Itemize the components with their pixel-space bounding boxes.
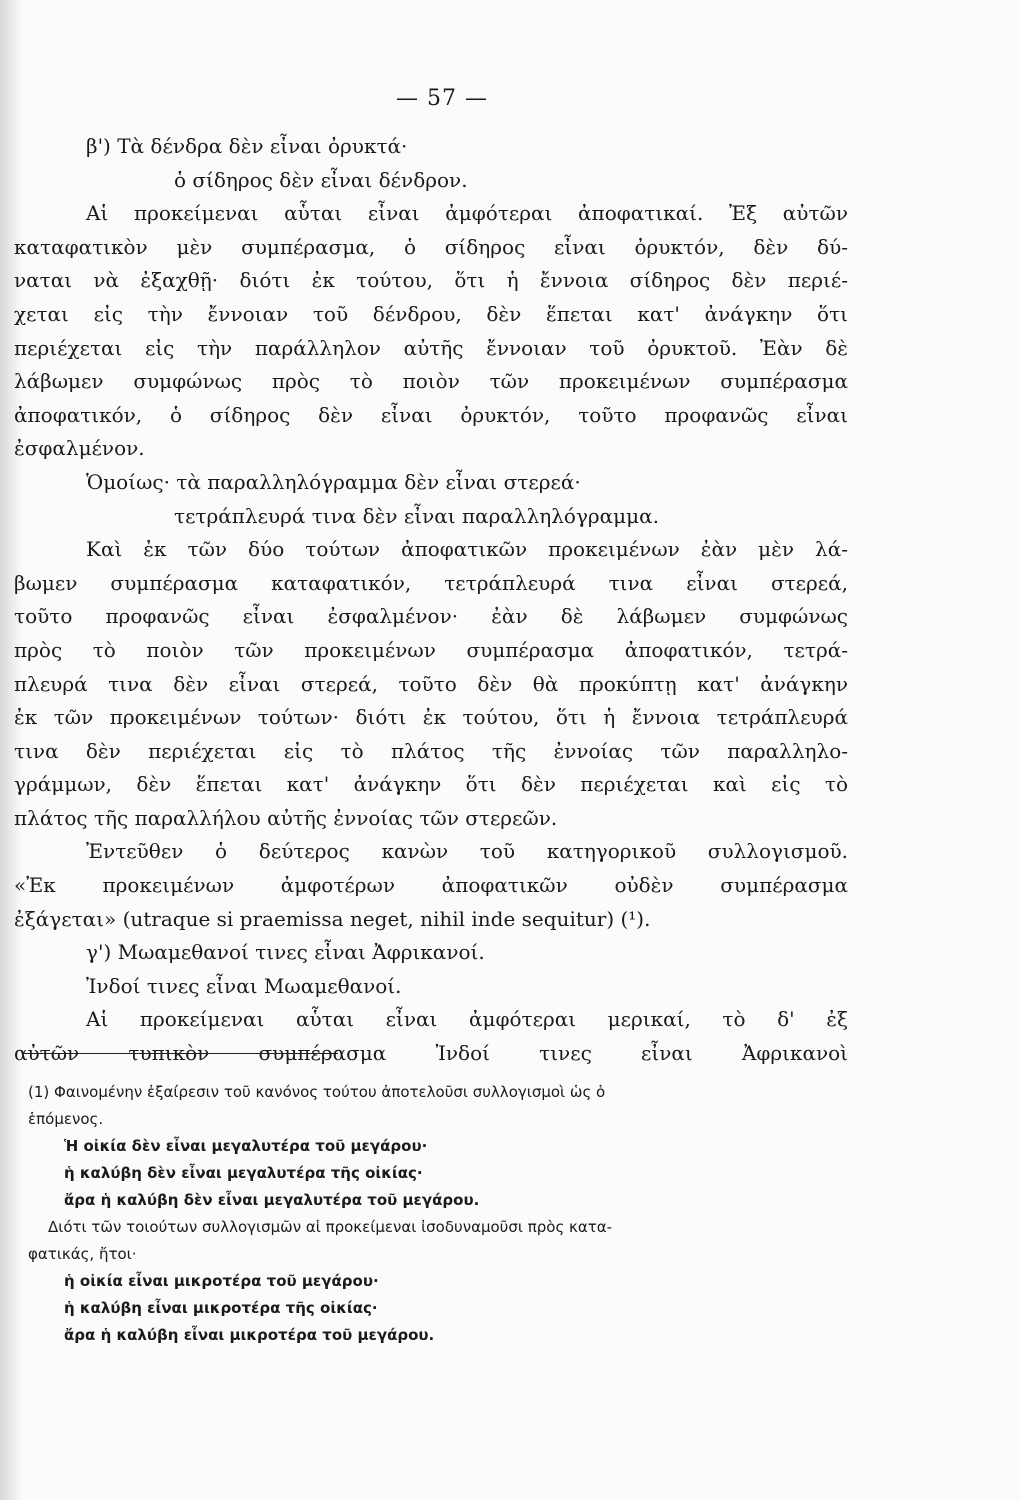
footnote-example-line: ἡ καλύβη εἶναι μικροτέρα τῆς οἰκίας· <box>64 1299 378 1317</box>
syllogism-b-premise-2: ὁ σίδηρος δὲν εἶναι δένδρον. <box>174 167 468 192</box>
rule-quote: «Ἐκ προκειμένων ἀμφοτέρων ἀποφατικῶν οὐδὲν συμπέρασμα <box>14 873 848 898</box>
rule-quote-latin: ἐξάγεται» (utraque si praemissa neget, nihil inde sequitur) (¹). <box>14 906 651 931</box>
text-line: γράμμων, δὲν ἕπεται κατ' ἀνάγκην ὅτι δὲν περιέχεται καὶ εἰς τὸ <box>14 772 848 797</box>
text-line: πλευρά τινα δὲν εἶναι στερεά, τοῦτο δὲν θὰ προκύπτῃ κατ' ἀνάγκην <box>14 671 848 696</box>
text-line: καταφατικὸν μὲν συμπέρασμα, ὁ σίδηρος εἶναι ὀρυκτόν, δὲν δύ- <box>14 234 848 259</box>
text-line: πρὸς τὸ ποιὸν τῶν προκειμένων συμπέρασμα ἀποφατικόν, τετρά- <box>14 637 848 662</box>
text-line: περιέχεται εἰς τὴν παράλληλον αὐτῆς ἔννοιαν τοῦ ὀρυκτοῦ. Ἐὰν δὲ <box>14 335 848 360</box>
footnote-example-line: Ἡ οἰκία δὲν εἶναι μεγαλυτέρα τοῦ μεγάρου· <box>64 1137 428 1155</box>
example-premise-1: Ὁμοίως· τὰ παραλληλόγραμμα δὲν εἶναι στερεά· <box>86 469 581 494</box>
footnote-example-line: ἄρα ἡ καλύβη δὲν εἶναι μεγαλυτέρα τοῦ μεγάρου. <box>64 1191 480 1209</box>
footnote-line: φατικάς, ἤτοι· <box>28 1245 137 1263</box>
text-line: Αἱ προκείμεναι αὗται εἶναι ἀμφότεραι ἀποφατικαί. Ἐξ αὐτῶν <box>86 201 848 226</box>
page-number: — 57 — <box>396 86 488 111</box>
syllogism-b-premise-1: β') Τὰ δένδρα δὲν εἶναι ὀρυκτά· <box>86 134 408 158</box>
syllogism-c-premise-2: Ἰνδοί τινες εἶναι Μωαμεθανοί. <box>86 973 402 998</box>
text-line: τοῦτο προφανῶς εἶναι ἐσφαλμένον· ἐὰν δὲ λάβωμεν συμφώνως <box>14 604 848 629</box>
text-line: ἀποφατικόν, ὁ σίδηρος δὲν εἶναι ὀρυκτόν, τοῦτο προφανῶς εἶναι <box>14 402 848 427</box>
text-line: χεται εἰς τὴν ἔννοιαν τοῦ δένδρου, δὲν ἕπεται κατ' ἀνάγκην ὅτι <box>14 301 848 326</box>
footnotes <box>28 1079 848 1349</box>
footnote-separator <box>22 1053 338 1054</box>
text-line: τινα δὲν περιέχεται εἰς τὸ πλάτος τῆς ἐννοίας τῶν παραλληλο- <box>14 738 848 763</box>
text-line: βωμεν συμπέρασμα καταφατικόν, τετράπλευρά τινα εἶναι στερεά, <box>14 570 848 595</box>
text-line: Καὶ ἐκ τῶν δύο τούτων ἀποφατικῶν προκειμένων ἐὰν μὲν λά- <box>86 537 848 562</box>
footnote-example-line: ἡ καλύβη δὲν εἶναι μεγαλυτέρα τῆς οἰκίας· <box>64 1164 423 1182</box>
text-line: ἐκ τῶν προκειμένων τούτων· διότι ἐκ τούτου, ὅτι ἡ ἔννοια τετράπλευρά <box>14 705 848 730</box>
text-line: Αἱ προκείμεναι αὗται εἶναι ἀμφότεραι μερικαί, τὸ δ' ἐξ <box>86 1007 848 1032</box>
text-line: αὐτῶν τυπικὸν συμπέρασμα Ἰνδοί τινες εἶναι Ἀφρικανοὶ <box>14 1041 848 1066</box>
footnote-example-line: ἡ οἰκία εἶναι μικροτέρα τοῦ μεγάρου· <box>64 1272 379 1290</box>
footnote-line: ἑπόμενος. <box>28 1110 104 1128</box>
syllogism-c-premise-1: γ') Μωαμεθανοί τινες εἶναι Ἀφρικανοί. <box>86 940 485 965</box>
text-line: ναται νὰ ἐξαχθῇ· διότι ἐκ τούτου, ὅτι ἡ ἔννοια σίδηρος δὲν περιέ- <box>14 268 848 293</box>
footnote-line: Διότι τῶν τοιούτων συλλογισμῶν αἱ προκείμεναι ἰσοδυναμοῦσι πρὸς κατα- <box>48 1218 613 1236</box>
text-line: λάβωμεν συμφώνως πρὸς τὸ ποιὸν τῶν προκειμένων συμπέρασμα <box>14 369 848 394</box>
body-text <box>14 130 848 1071</box>
text-line: ἐσφαλμένον. <box>14 436 145 461</box>
text-line: πλάτος τῆς παραλλήλου αὐτῆς ἐννοίας τῶν στερεῶν. <box>14 805 558 830</box>
rule-heading: Ἐντεῦθεν ὁ δεύτερος κανὼν τοῦ κατηγορικοῦ συλλογισμοῦ. <box>86 839 848 864</box>
example-premise-2: τετράπλευρά τινα δὲν εἶναι παραλληλόγραμμα. <box>174 503 660 528</box>
footnote-example-line: ἄρα ἡ καλύβη εἶναι μικροτέρα τοῦ μεγάρου. <box>64 1326 435 1344</box>
footnote-line: (1) Φαινομένην ἐξαίρεσιν τοῦ κανόνος τούτου ἀποτελοῦσι συλλογισμοὶ ὡς ὁ <box>28 1083 606 1101</box>
